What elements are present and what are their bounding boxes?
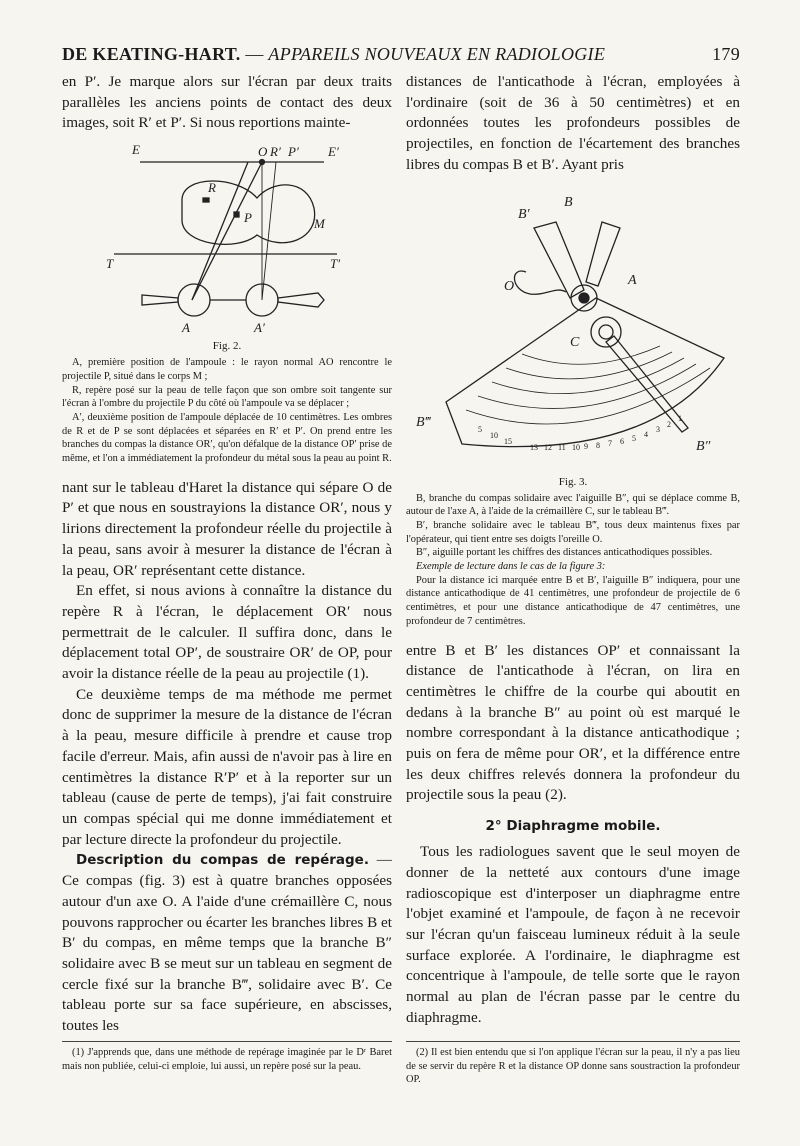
fig2-label-r-prime: R′	[270, 144, 281, 160]
figure-2-caption-3: A′, deuxième position de l'ampoule déplacée de 10 centimètres. Les ombres de R et de P se sont déplacées et séparées en R′ et P′. On prend entre les branches du compas la distance OR′, qu'on défalque de la distance OP′ prise de même, et l'on a immédiatement la profondeur du métal sous la peau au point R.	[62, 411, 392, 465]
fig3-ratchet-c-inner	[599, 325, 613, 339]
fig2-ampoule-a-neck	[142, 295, 178, 305]
left-paragraph-5	[62, 850, 392, 1036]
figure-2-title: Fig. 2.	[212, 340, 242, 353]
fig3-label-b-triple-prime: B‴	[416, 414, 431, 430]
fig3-scale-label-7: 10	[572, 442, 580, 452]
fig2-label-t-prime: T′	[330, 256, 341, 272]
fig2-label-a-prime: A′	[254, 320, 265, 336]
fig2-marker-r	[203, 198, 209, 202]
right-column	[406, 72, 740, 1029]
figure-3-example: Pour la distance ici marquée entre B et B′, l'aiguille B″ indiquera, pour une distance anticathodique de 41 centimètres, une profondeur de projectile de 6 centimètres, et pour une distance anticathodique de 47 centimètres, une profondeur de 7 centimètres.	[406, 574, 740, 627]
fig3-scale-label-8: 9	[584, 441, 588, 451]
fig3-arc-3	[492, 358, 684, 394]
fig2-projectile-p	[234, 212, 239, 217]
figure-3-diagram	[406, 182, 740, 472]
fig2-label-m: M	[314, 216, 325, 232]
fig3-label-b-prime: B′	[518, 206, 530, 222]
fig2-ampoule-a-prime-neck	[278, 293, 324, 307]
fig2-label-e: E	[132, 142, 140, 158]
right-paragraph-3: Tous les radiologues savent que le seul moyen de donner de la netteté aux contours d'une image radioscopique est d'interposer un diaphragme entre l'objet examiné et l'ampoule, de façon à ne recevoir sur l'écran qu'un faisceau lumineux réduit à la seule surface explorée. A l'ordinaire, le diaphragme est concentrique à l'ampoule, de telle sorte que le rayon normal au plan de l'écran passe par le centre du diaphragme.	[406, 843, 740, 1026]
fig3-scale-label-15: 2	[667, 419, 671, 429]
footnote-2: (2) Il est bien entendu que si l'on applique l'écran sur la peau, il n'y a pas lieu de se servir du repère R et la distance OP donne sans soustraction la profondeur OP.	[406, 1047, 740, 1085]
right-paragraph-1: distances de l'anticathode à l'écran, employées à l'ordinaire (soit de 36 à 50 centimètres) et en ordonnées toutes les profondeurs possibles de projectiles, en fonction de l'écartement des branches libres du compas B et B′. Ayant pris	[406, 73, 740, 173]
fig3-scale-label-11: 6	[620, 436, 624, 446]
section-title-compas: Description du compas de repérage.	[76, 852, 369, 869]
fig3-label-b-double-prime: B″	[696, 438, 711, 454]
fig3-arc-1	[466, 368, 710, 424]
running-head-author: DE KEATING-HART.	[62, 44, 241, 64]
fig3-scale-label-5: 12	[544, 442, 552, 452]
fig2-label-o: O	[258, 144, 268, 160]
figure-2-caption-2: R, repère posé sur la peau de telle façon que son ombre soit tangente sur l'écran à l'ombre du projectile P du côté où l'ampoule va se déplacer ;	[62, 384, 392, 410]
fig3-label-c: C	[570, 334, 580, 350]
figure-3-caption-3: B″, aiguille portant les chiffres des distances anticathodiques possibles.	[416, 547, 713, 559]
footnote-1: (1) J'apprends que, dans une méthode de repérage imaginée par le Dʳ Baret mais non publiée, celui-ci emploie, lui aussi, un repère posé sur la peau.	[62, 1047, 392, 1072]
fig3-arc-5	[522, 346, 660, 364]
fig2-label-p: P	[244, 210, 252, 226]
fig2-label-r: R	[208, 180, 216, 196]
fig2-label-e-prime: E′	[328, 144, 339, 160]
running-head	[62, 44, 740, 65]
fig3-label-o: O	[504, 278, 515, 294]
fig3-scale-label-10: 7	[608, 438, 612, 448]
fig3-scale-label-14: 3	[656, 424, 660, 434]
page-number: 179	[712, 44, 740, 64]
fig3-scale-label-2: 10	[490, 430, 498, 440]
fig3-scale-label-9: 8	[596, 440, 600, 450]
fig3-scale-label-12: 5	[632, 433, 636, 443]
left-paragraph-3: En effet, si nous avions à connaître la distance du repère R à l'écran, le déplacement OR′ nous permettrait de le calculer. Il suffira donc, dans le déplacement total OP′, de soustraire OR′ de OP, pour avoir la distance réelle de la peau au projectile (1).	[62, 582, 392, 683]
left-column	[62, 72, 392, 1037]
figure-2-diagram	[62, 140, 392, 336]
fig3-needle-b-double-prime	[606, 336, 688, 432]
fig3-scale-label-16: 1	[678, 413, 682, 423]
fig3-scale-label-13: 4	[644, 429, 648, 439]
footnote-rule-left	[62, 1041, 392, 1042]
fig3-arc-4	[506, 352, 672, 379]
figure-3-example-title: Exemple de lecture dans le cas de la figure 3:	[416, 561, 606, 573]
figure-3-caption-1: B, branche du compas solidaire avec l'aiguille B″, qui se déplace comme B, autour de l'axe A, à l'aide de la crémaillère C, sur le tableau B‴.	[406, 492, 740, 518]
fig2-label-p-prime: P′	[288, 144, 299, 160]
fig3-arc-2	[478, 364, 696, 408]
figure-3-caption-2: B′, branche solidaire avec le tableau B‴, tous deux maintenus fixes par l'opérateur, qui tient entre ses doigts l'oreille O.	[406, 519, 740, 545]
fig3-scale-label-1: 5	[478, 424, 482, 434]
figure-3-title: Fig. 3.	[558, 475, 588, 488]
fig3-scale-label-3: 15	[504, 436, 512, 446]
left-paragraph-2: nant sur le tableau d'Haret la distance qui sépare O de P′ et que nous en soustrayions la distance OR′, nous y lirions directement la profondeur réelle du projectile à la peau, sans avoir à mesurer la distance de l'écran à la peau, OR′ représentant cette distance.	[62, 478, 392, 579]
fig3-label-a: A	[628, 272, 637, 288]
running-head-title: APPAREILS NOUVEAUX EN RADIOLOGIE	[268, 44, 606, 64]
fig2-label-t: T	[106, 256, 114, 272]
fig2-label-a: A	[182, 320, 190, 336]
fig3-branch-b	[586, 222, 620, 286]
figure-2-caption-1: A, première position de l'ampoule : le rayon normal AO rencontre le projectile P, situé dans le corps M ;	[62, 357, 392, 382]
section-title-diaphragme: 2° Diaphragme mobile.	[485, 818, 661, 835]
fig2-ray-3	[262, 162, 276, 300]
left-paragraph-4: Ce deuxième temps de ma méthode me permet donc de supprimer la mesure de la distance de l'écran à la peau, mesure difficile à prendre et cause trop facile d'erreur. Mais, afin aussi de n'avoir pas à lire en centimètres la distance R′P′ et à la reporter sur un tableau (cause de perte de temps), j'ai fait construire un compas spécial qui me donne immédiatement et par lecture directe la profondeur du projectile.	[62, 685, 392, 848]
fig2-point-o	[260, 160, 265, 165]
fig3-scale-label-6: 11	[558, 442, 566, 452]
fig3-axis-a-pin	[579, 293, 589, 303]
right-paragraph-2: entre B et B′ les distances OP′ et connaissant la distance de l'anticathode à l'écran, on lira en centimètres le chiffre de la courbe qui aboutit en dedans à la branche B″ au point où est marqué le nombre correspondant à la distance anticathodique ; puis on fera de même pour OR′, et la différence entre les deux chiffres relevés donnera la profondeur du projectile sous la peau (2).	[406, 641, 740, 804]
running-head-dash: —	[240, 44, 269, 64]
fig2-ampoule-a	[178, 284, 210, 316]
left-paragraph-5-text: — Ce compas (fig. 3) est à quatre branches opposées autour d'un axe O. A l'aide d'une crémaillère C, nous pouvons rapprocher ou écarter les branches libres B et B′ du compas, en même temps que la branche B″ solidaire avec B se meut sur un tableau en segment de cercle fixé sur la branche B‴, solidaire avec B′. Ce tableau porte sur sa face supérieure, en abscisses, toutes les	[62, 851, 392, 1035]
fig3-scale-label-4: 13	[530, 442, 538, 452]
left-paragraph-1: en P′. Je marque alors sur l'écran par deux traits parallèles les anciens points de contact des deux images, soit R′ et P′. Si nous reportions mainte-	[62, 73, 392, 132]
fig3-label-b: B	[564, 194, 573, 210]
footnote-rule-right	[406, 1041, 740, 1042]
